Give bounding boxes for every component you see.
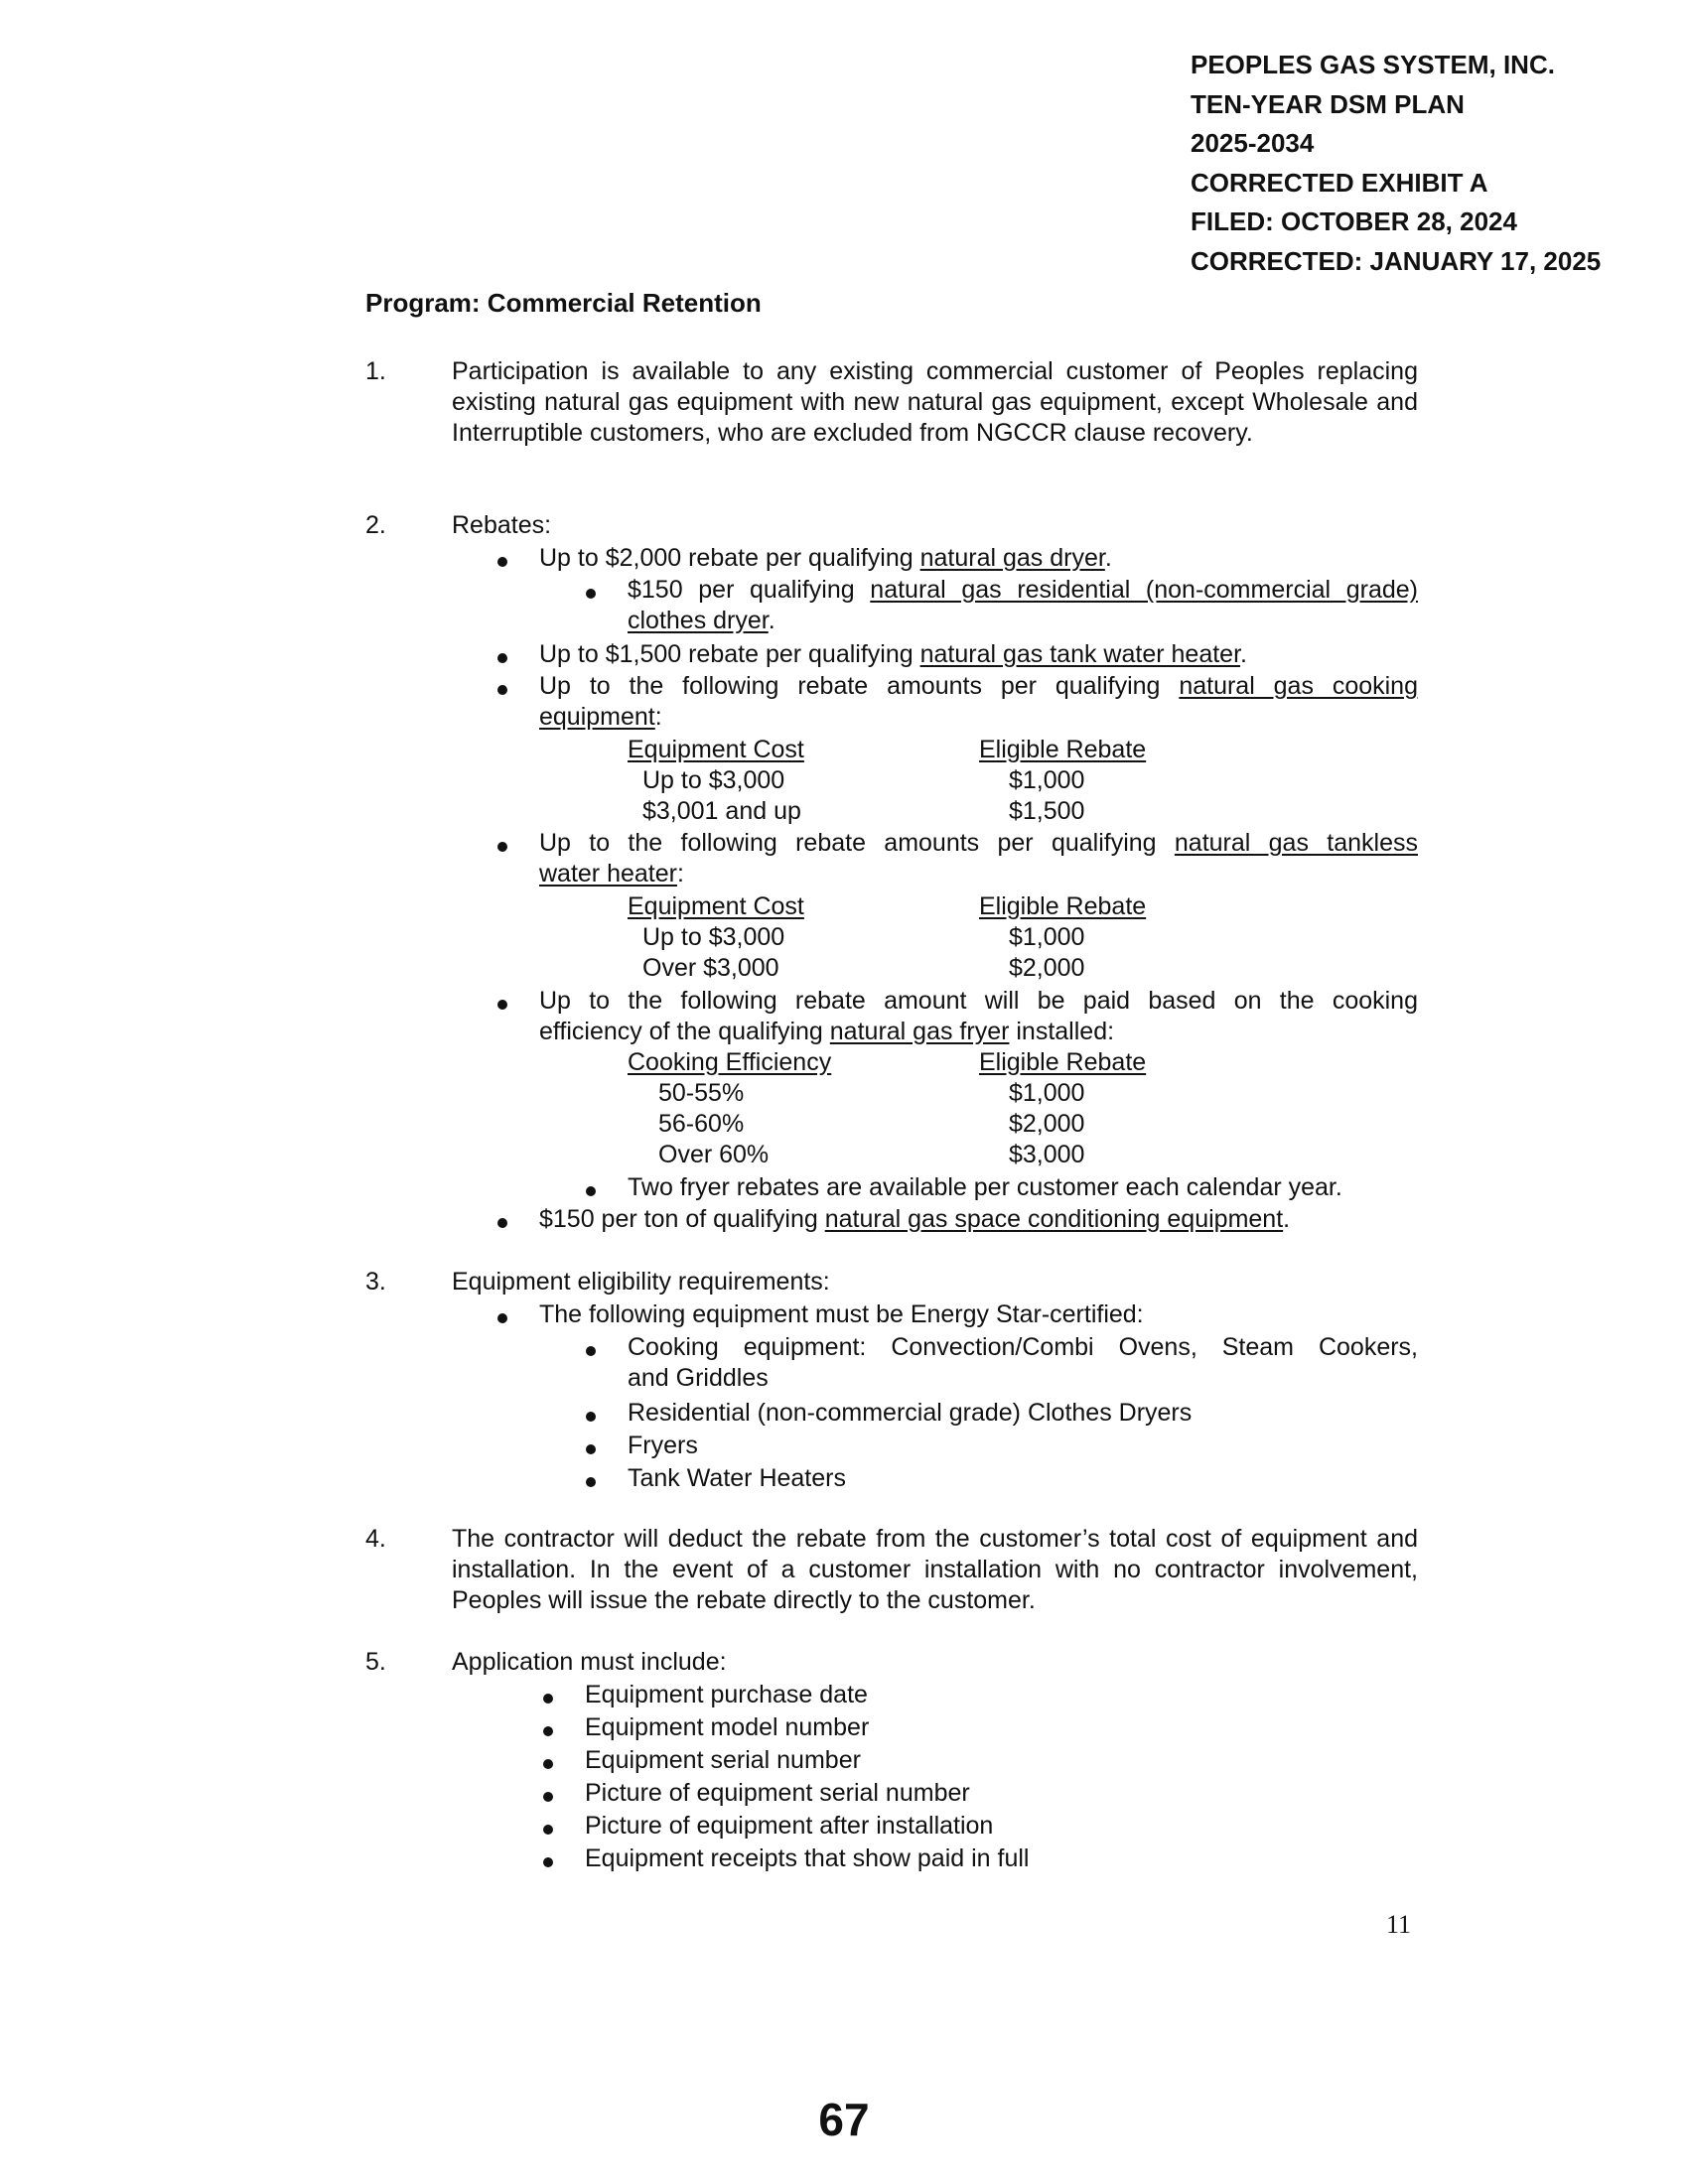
- bullet-icon: [543, 1792, 553, 1802]
- page-number: 11: [1386, 1910, 1412, 1939]
- bullet-icon: [497, 685, 507, 695]
- header-corrected: CORRECTED: JANUARY 17, 2025: [1191, 245, 1602, 276]
- bullet-icon: [543, 1694, 553, 1704]
- item-5-number: 5.: [365, 1648, 386, 1676]
- cooking-table-rebate: $1,500: [1009, 797, 1085, 825]
- cooking-table-rebate: $1,000: [1009, 766, 1085, 794]
- fryer-table-efficiency: 50-55%: [658, 1079, 745, 1107]
- rebate-residential-dryer-line2: clothes dryer.: [628, 607, 775, 634]
- rebate-cooking-line1: Up to the following rebate amounts per qualifying natural gas cooking: [539, 672, 1418, 700]
- bullet-icon: [543, 1825, 553, 1835]
- header-company: PEOPLES GAS SYSTEM, INC.: [1191, 50, 1555, 79]
- tankless-table-rebate: $1,000: [1009, 923, 1085, 951]
- application-item: Equipment model number: [585, 1713, 870, 1741]
- eligibility-cooking-line1: Cooking equipment: Convection/Combi Ovens, Steam Cookers,: [628, 1333, 1418, 1361]
- bullet-icon: [586, 1186, 596, 1196]
- header-exhibit: CORRECTED EXHIBIT A: [1191, 167, 1488, 198]
- fryer-table-rebate: $2,000: [1009, 1110, 1085, 1138]
- rebate-tankless-line1: Up to the following rebate amounts per qualifying natural gas tankless: [539, 829, 1418, 857]
- bullet-icon: [497, 557, 507, 567]
- rebate-tankless-line2: water heater:: [539, 860, 684, 887]
- item-4-number: 4.: [365, 1525, 386, 1553]
- item-4-text: The contractor will deduct the rebate from the customer’s total cost of equipment and installation. In the event of a customer installation with no contractor involvement, Peoples will issue the rebate directly to the customer.: [452, 1525, 1418, 1614]
- bullet-icon: [497, 1000, 507, 1010]
- cooking-table-cost: $3,001 and up: [642, 797, 801, 825]
- fryer-table-rebate: $1,000: [1009, 1079, 1085, 1107]
- bullet-icon: [586, 1412, 596, 1422]
- item-2-number: 2.: [365, 511, 386, 539]
- bullet-icon: [497, 1218, 507, 1228]
- item-3-number: 3.: [365, 1268, 386, 1296]
- application-item: Equipment receipts that show paid in full: [585, 1844, 1030, 1872]
- tankless-table-cost: Up to $3,000: [642, 923, 785, 951]
- bullet-icon: [586, 1477, 596, 1487]
- bullet-icon: [543, 1759, 553, 1769]
- bullet-icon: [543, 1726, 553, 1736]
- bullet-icon: [497, 653, 507, 663]
- eligibility-item: Fryers: [628, 1432, 698, 1459]
- program-title: Program: Commercial Retention: [365, 288, 762, 318]
- rebate-residential-dryer-line1: $150 per qualifying natural gas residential (non-commercial grade): [628, 576, 1418, 604]
- tankless-table-header-rebate: Eligible Rebate: [979, 892, 1147, 920]
- fryer-table-header-efficiency: Cooking Efficiency: [628, 1048, 832, 1076]
- header-filed: FILED: OCTOBER 28, 2024: [1191, 206, 1517, 236]
- rebate-fryer-line1: Up to the following rebate amount will be paid based on the cooking: [539, 987, 1418, 1015]
- fryer-table-efficiency: Over 60%: [658, 1141, 770, 1168]
- item-1-text: Participation is available to any existing commercial customer of Peoples replacing existing natural gas equipment with new natural gas equipment, except Wholesale and Interruptible customers, who are excluded from NGCCR clause recovery.: [452, 357, 1418, 447]
- bullet-icon: [497, 1313, 507, 1323]
- rebate-cooking-line2: equipment:: [539, 703, 662, 731]
- cooking-table-header-rebate: Eligible Rebate: [979, 736, 1147, 763]
- bullet-icon: [586, 1346, 596, 1356]
- rebate-fryer-line2: efficiency of the qualifying natural gas fryer installed:: [539, 1018, 1115, 1045]
- application-item: Equipment purchase date: [585, 1681, 868, 1708]
- document-header: [1191, 46, 1601, 281]
- header-plan: TEN-YEAR DSM PLAN: [1191, 88, 1465, 119]
- item-2-text: Rebates:: [452, 511, 552, 539]
- bullet-icon: [586, 1444, 596, 1454]
- eligibility-cooking-line2: and Griddles: [628, 1364, 769, 1392]
- cooking-table-cost: Up to $3,000: [642, 766, 785, 794]
- bullet-icon: [586, 589, 596, 599]
- rebate-dryer: Up to $2,000 rebate per qualifying natural gas dryer.: [539, 544, 1112, 572]
- application-item: Equipment serial number: [585, 1746, 861, 1774]
- fryer-table-efficiency: 56-60%: [658, 1110, 745, 1138]
- eligibility-item: Tank Water Heaters: [628, 1464, 846, 1492]
- bullet-icon: [543, 1857, 553, 1867]
- item-3-text: Equipment eligibility requirements:: [452, 1268, 830, 1296]
- item-1-number: 1.: [365, 357, 386, 385]
- cooking-table-header-cost: Equipment Cost: [628, 736, 804, 763]
- header-years: 2025-2034: [1191, 128, 1315, 158]
- eligibility-item: Residential (non-commercial grade) Clothes Dryers: [628, 1399, 1193, 1427]
- tankless-table-header-cost: Equipment Cost: [628, 892, 804, 920]
- application-item: Picture of equipment after installation: [585, 1812, 994, 1840]
- tankless-table-rebate: $2,000: [1009, 954, 1085, 982]
- fryer-table-rebate: $3,000: [1009, 1141, 1085, 1168]
- application-item: Picture of equipment serial number: [585, 1779, 970, 1807]
- rebate-tank-water-heater: Up to $1,500 rebate per qualifying natural gas tank water heater.: [539, 640, 1247, 668]
- rebate-space-conditioning: $150 per ton of qualifying natural gas space conditioning equipment.: [539, 1205, 1291, 1233]
- fryer-table-header-rebate: Eligible Rebate: [979, 1048, 1147, 1076]
- exhibit-page-number: 67: [818, 2094, 870, 2145]
- tankless-table-cost: Over $3,000: [642, 954, 779, 982]
- item-5-text: Application must include:: [452, 1648, 727, 1676]
- fryer-note: Two fryer rebates are available per customer each calendar year.: [628, 1173, 1342, 1201]
- eligibility-intro: The following equipment must be Energy Star-certified:: [539, 1300, 1144, 1328]
- bullet-icon: [497, 842, 507, 852]
